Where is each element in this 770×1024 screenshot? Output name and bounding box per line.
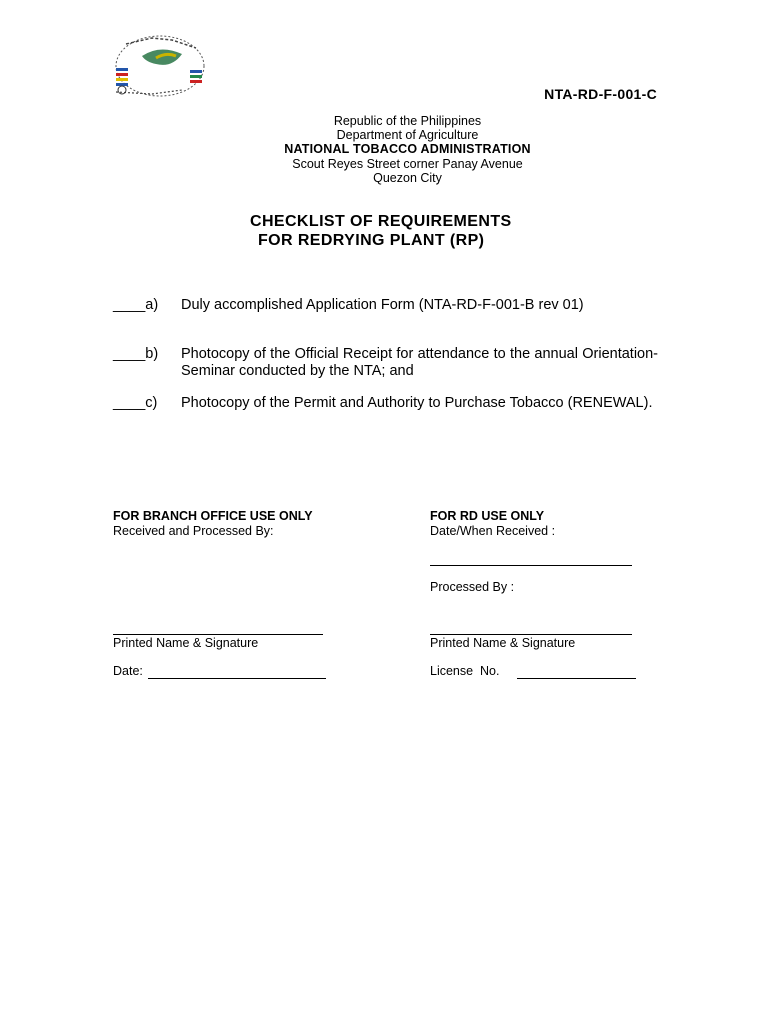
rd-license-label: License No. xyxy=(430,664,500,678)
form-code: NTA-RD-F-001-C xyxy=(544,86,657,102)
branch-signature-label: Printed Name & Signature xyxy=(113,636,259,650)
checklist-marker: ____c) xyxy=(113,395,158,411)
rd-license-line[interactable] xyxy=(517,678,636,679)
branch-heading: FOR BRANCH OFFICE USE ONLY xyxy=(113,509,313,523)
nta-logo xyxy=(112,34,208,98)
header-department: Department of Agriculture xyxy=(336,128,479,143)
checklist-marker: ____a) xyxy=(113,297,159,313)
rd-processed-label: Processed By : xyxy=(430,580,515,594)
checklist-item-b xyxy=(113,346,658,380)
title-line-1: CHECKLIST OF REQUIREMENTS xyxy=(250,213,512,230)
branch-signature-line[interactable] xyxy=(113,634,323,635)
branch-received-label: Received and Processed By: xyxy=(113,524,274,538)
checklist-item-a xyxy=(113,297,658,314)
title-line-2: FOR REDRYING PLANT (RP) xyxy=(258,232,485,249)
branch-date-line[interactable] xyxy=(148,678,326,679)
header-republic: Republic of the Philippines xyxy=(333,114,482,128)
page-title xyxy=(250,212,512,250)
header-city: Quezon City xyxy=(373,170,442,185)
checklist-text: Photocopy of the Official Receipt for attendance to the annual Orientation-Seminar conducted by the NTA; and xyxy=(181,346,658,379)
rd-signature-line[interactable] xyxy=(430,634,632,635)
rd-date-line[interactable] xyxy=(430,565,632,566)
rd-date-label: Date/When Received : xyxy=(430,524,556,538)
header-agency: NATIONAL TOBACCO ADMINISTRATION xyxy=(284,142,531,157)
nta-seal-icon xyxy=(112,34,208,98)
checklist-marker: ____b) xyxy=(113,346,159,362)
rd-heading: FOR RD USE ONLY xyxy=(430,509,545,523)
agency-header xyxy=(0,114,770,185)
branch-date-label: Date: xyxy=(113,664,143,678)
checklist-text: Photocopy of the Permit and Authority to Purchase Tobacco (RENEWAL). xyxy=(181,395,653,411)
checklist-text: Duly accomplished Application Form (NTA-RD-F-001-B rev 01) xyxy=(181,297,584,313)
header-street: Scout Reyes Street corner Panay Avenue xyxy=(292,156,523,171)
checklist-item-c xyxy=(113,395,658,412)
rd-signature-label: Printed Name & Signature xyxy=(430,636,576,650)
